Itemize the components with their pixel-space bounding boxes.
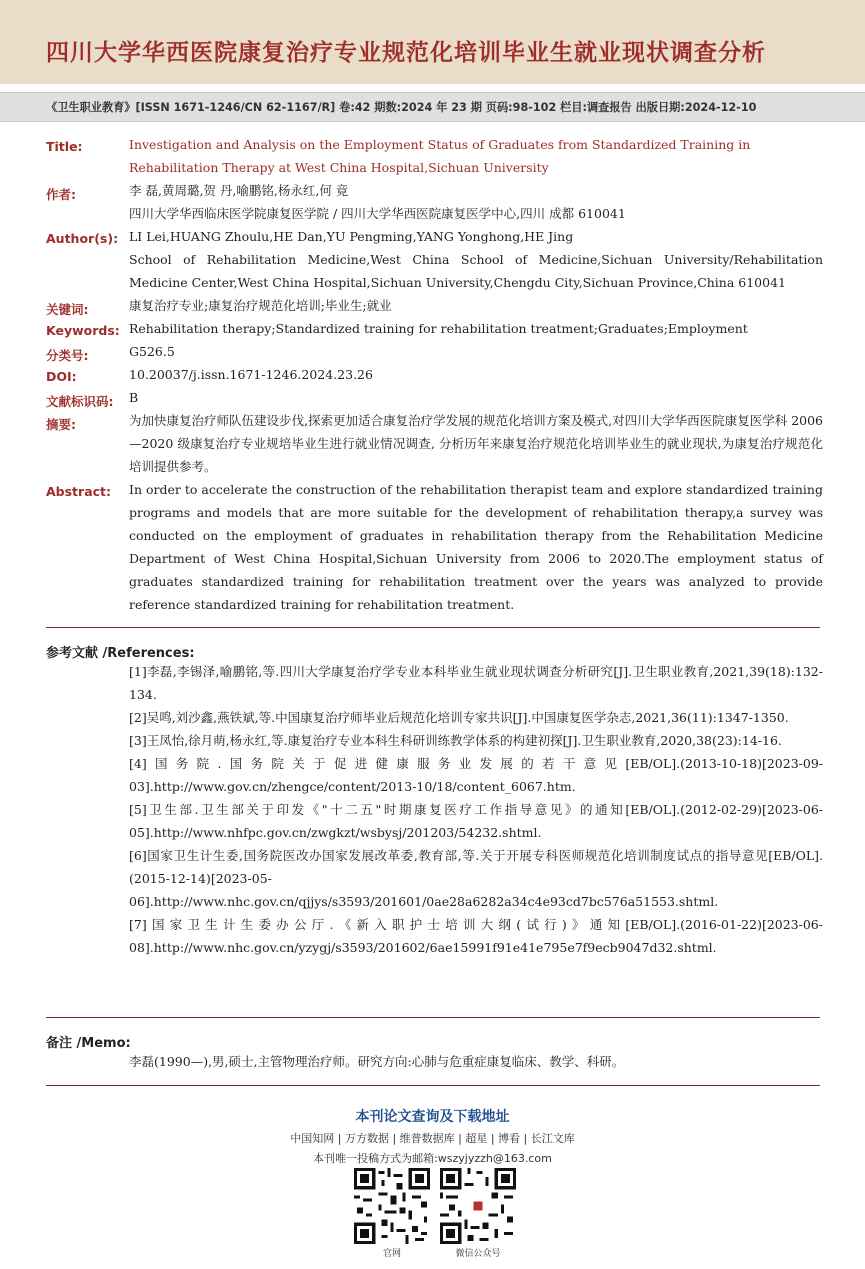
divider <box>46 1017 820 1018</box>
wechat-qr-code <box>440 1168 516 1244</box>
abstract-cn: 为加快康复治疗师队伍建设步伐,探索更加适合康复治疗学发展的规范化培训方案及模式,对四川大学华西医院康复医学科 2006—2020 级康复治疗专业规培毕业生进行就业情况调查, 分析历年来康复治疗规范化培训毕业生的就业现状,为康复治疗规范化培训提供参考。 <box>129 413 823 474</box>
divider <box>46 1085 820 1086</box>
reference-item: [4]国务院.国务院关于促进健康服务业发展的若干意见[EB/OL].(2013-10-18)[2023-09-03].http://www.gov.cn/zhengce/content/2013-10/18/content_6067.htm. <box>129 756 823 794</box>
doc-code-label: 文献标识码: <box>46 394 114 409</box>
affiliation-cn: 四川大学华西临床医学院康复医学院 / 四川大学华西医院康复医学中心,四川 成都 610041 <box>129 206 626 221</box>
reference-item: [6]国家卫生计生委,国务院医改办国家发展改革委,教育部,等.关于开展专科医师规范化培训制度试点的指导意见[EB/OL].(2015-12-14)[2023-05-06].http://www.nhc.gov.cn/qjjys/s3593/201601/0ae28a6282a34c4e93cd7bc576a51553.shtml. <box>129 848 823 909</box>
reference-item: [3]王凤怡,徐月萌,杨永红,等.康复治疗专业本科生科研训练教学体系的构建初探[J].卫生职业教育,2020,38(23):14-16. <box>129 733 782 748</box>
title-en: Investigation and Analysis on the Employment Status of Graduates from Standardized Training in Rehabilitation Therapy at West China Hospital,Sichuan University <box>129 137 751 175</box>
authors-label: 作者: <box>46 187 76 202</box>
clc-label: 分类号: <box>46 348 89 363</box>
authors-en: LI Lei,HUANG Zhoulu,HE Dan,YU Pengming,YANG Yonghong,HE Jing <box>129 229 574 244</box>
memo-heading: 备注 /Memo: <box>46 1036 131 1051</box>
journal-meta-bar <box>0 92 865 122</box>
clc-number: G526.5 <box>129 344 175 359</box>
title-label: Title: <box>46 139 83 154</box>
divider <box>46 627 820 628</box>
article-title: 四川大学华西医院康复治疗专业规范化培训毕业生就业现状调查分析 <box>46 40 766 66</box>
keywords-en: Rehabilitation therapy;Standardized training for rehabilitation treatment;Graduates;Employment <box>129 321 748 336</box>
wechat-qr-caption: 微信公众号 <box>455 1249 501 1259</box>
affiliation-en: School of Rehabilitation Medicine,West China School of Medicine,Sichuan University/Rehabilitation Medicine Center,West China Hospital,Sichuan University,Chengdu City,Sichuan Province,China 610041 <box>129 252 823 290</box>
journal-meta: 《卫生职业教育》[ISSN 1671-1246/CN 62-1167/R] 卷:42 期数:2024 年 23 期 页码:98-102 栏目:调查报告 出版日期:2024-12-10 <box>46 101 757 114</box>
abstract-en: In order to accelerate the construction of the rehabilitation therapist team and explore standardized training programs and models that are more suitable for the development of rehabilitation therapy,a survey was conducted on the employment of graduates in rehabilitation therapy from the Rehabilitation Medicine Department of West China Hospital,Sichuan University from 2006 to 2020.The employment status of graduates standardized training for rehabilitation treatment over the years was analyzed to provide reference standardized training for rehabilitation treatment. <box>129 482 823 612</box>
authors-cn: 李 磊,黄周璐,贺 丹,喻鹏铭,杨永红,何 竟 <box>129 183 349 198</box>
abstract-cn-label: 摘要: <box>46 417 76 432</box>
reference-item: [2]吴鸣,刘沙鑫,燕铁斌,等.中国康复治疗师毕业后规范化培训专家共识[J].中国康复医学杂志,2021,36(11):1347-1350. <box>129 710 789 725</box>
article-title-banner <box>0 0 865 84</box>
references-heading: 参考文献 /References: <box>46 646 195 661</box>
website-qr-code <box>354 1168 430 1244</box>
keywords-cn: 康复治疗专业;康复治疗规范化培训;毕业生;就业 <box>129 298 392 313</box>
reference-item: [5]卫生部.卫生部关于印发《"十二五"时期康复医疗工作指导意见》的通知[EB/OL].(2012-02-29)[2023-06-05].http://www.nhfpc.gov.cn/zwgkzt/wsbysj/201203/54232.shtml. <box>129 802 823 840</box>
references-list <box>129 660 823 959</box>
keywords-cn-label: 关键词: <box>46 302 89 317</box>
doc-code: B <box>129 390 139 405</box>
footer-databases: 中国知网 | 万方数据 | 维普数据库 | 超星 | 博看 | 长江文库 <box>290 1132 575 1145</box>
website-qr-caption: 官网 <box>382 1249 401 1259</box>
reference-item: [7]国家卫生计生委办公厅.《新入职护士培训大纲(试行)》通知[EB/OL].(2016-01-22)[2023-06-08].http://www.nhc.gov.cn/yzygj/s3593/201602/6ae15991f91e41e795e7f9ecb9047d32.shtml. <box>129 917 823 955</box>
keywords-en-label: Keywords: <box>46 323 120 338</box>
authors-en-label: Author(s): <box>46 231 119 246</box>
footer-title: 本刊论文查询及下载地址 <box>355 1109 510 1125</box>
memo-text: 李磊(1990—),男,硕士,主管物理治疗师。研究方向:心肺与危重症康复临床、教学、科研。 <box>129 1054 625 1069</box>
doi-label: DOI: <box>46 369 77 384</box>
footer-submission: 本刊唯一投稿方式为邮箱:wszyjyzzh@163.com <box>313 1152 552 1165</box>
doi-link[interactable]: 10.20037/j.issn.1671-1246.2024.23.26 <box>129 367 373 382</box>
reference-item: [1]李磊,李锡泽,喻鹏铭,等.四川大学康复治疗学专业本科毕业生就业现状调查分析研究[J].卫生职业教育,2021,39(18):132-134. <box>129 664 823 702</box>
abstract-en-label: Abstract: <box>46 484 112 499</box>
